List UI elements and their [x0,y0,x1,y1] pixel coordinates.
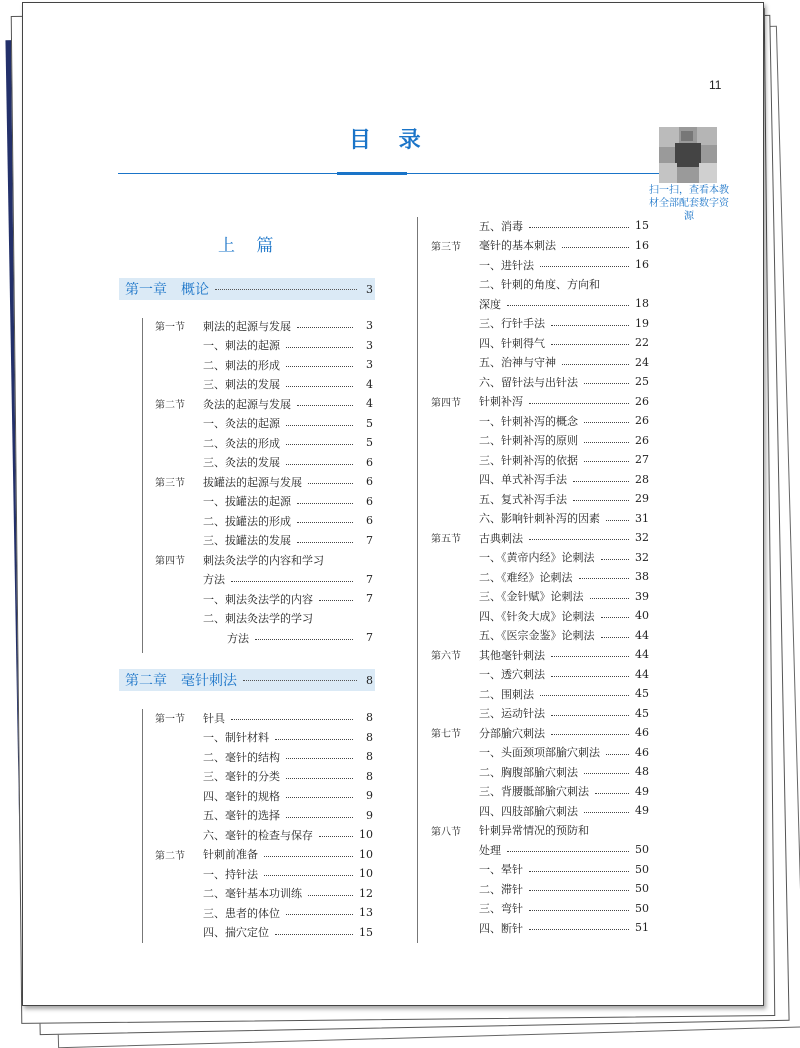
leader-dots [297,522,353,523]
entry-page: 40 [635,609,649,622]
section-number: 第一节 [155,714,185,725]
part-title: 上 篇 [218,236,282,256]
entry-page: 10 [359,867,373,880]
leader-dots [286,797,353,798]
toc-entry[interactable] [431,411,649,430]
toc-entry[interactable] [155,845,373,864]
toc-entry[interactable] [431,918,649,937]
entry-title: 一、《黄帝内经》论刺法 [479,551,595,564]
toc-entry[interactable] [155,747,373,766]
toc-entry[interactable] [431,528,649,547]
toc-entry[interactable] [431,704,649,723]
entry-page: 5 [366,416,373,430]
toc-entry[interactable] [155,316,373,335]
entry-page: 8 [366,711,373,724]
entry-title: 三、毫针的分类 [203,770,280,783]
leader-dots [286,758,353,759]
entry-title: 方法 [227,631,249,645]
entry-title: 一、持针法 [203,867,258,881]
toc-entry[interactable] [431,372,649,391]
section-number: 第五节 [431,534,461,545]
toc-entry[interactable] [155,550,373,569]
entry-title: 二、毫针的结构 [203,750,280,764]
toc-entry[interactable] [431,509,649,528]
toc-entry[interactable] [431,392,649,411]
entry-title: 一、灸法的起源 [203,417,280,430]
entry-page: 7 [366,592,373,605]
leader-dots [286,444,353,445]
entry-page: 8 [366,750,373,763]
leader-dots [562,247,629,248]
leader-dots [286,817,353,818]
toc-entry[interactable] [431,801,649,820]
toc-entry[interactable] [431,782,649,801]
entry-title: 五、复式补泻手法 [479,492,567,506]
entry-title: 二、刺法灸法学的学习 [203,612,313,625]
entry-page: 27 [635,453,649,466]
entry-title: 三、刺法的发展 [203,378,280,391]
leader-dots [573,481,629,482]
entry-title: 一、拔罐法的起源 [203,495,291,508]
entry-page: 50 [635,882,649,895]
toc-entry[interactable] [431,567,649,586]
toc-entry[interactable] [155,570,373,589]
entry-title: 刺法的起源与发展 [203,319,291,333]
toc-entry[interactable] [431,470,649,489]
entry-title: 三、弯针 [479,902,523,915]
toc-entry[interactable] [155,511,373,530]
leader-dots [264,856,353,857]
entry-page: 10 [359,847,373,861]
entry-title: 六、毫针的检查与保存 [203,828,313,842]
leader-dots [584,383,629,384]
toc-page [22,2,764,1006]
toc-entry[interactable] [431,860,649,879]
leader-dots [215,289,357,290]
toc-entry[interactable] [155,355,373,374]
entry-title: 针刺异常情况的预防和 [479,824,589,837]
entry-page: 13 [359,906,373,919]
entry-title: 灸法的起源与发展 [203,397,291,411]
leader-dots [584,422,629,423]
entry-page: 4 [366,397,373,410]
entry-title: 四、断针 [479,921,523,935]
entry-page: 29 [635,492,649,505]
toc-entry[interactable] [431,840,649,859]
section-number: 第一节 [155,322,185,333]
entry-title: 三、灸法的发展 [203,456,280,469]
entry-page: 15 [359,925,373,939]
leader-dots [243,680,357,681]
qr-caption: 扫一扫，查看本教材全部配套数字资源 [649,185,729,222]
toc-entry[interactable] [155,728,373,747]
leader-dots [286,347,353,348]
leader-dots [529,227,629,228]
leader-dots [540,266,629,267]
toc-entry[interactable] [155,394,373,413]
toc-entry[interactable] [431,665,649,684]
entry-page: 5 [366,436,373,449]
entry-page: 6 [366,475,373,488]
entry-title: 二、拔罐法的形成 [203,514,291,528]
chapter-page: 8 [366,673,373,687]
entry-title: 三、背腰骶部腧穴刺法 [479,785,589,798]
section-number: 第二节 [155,850,185,862]
entry-title: 二、针刺补泻的原则 [479,434,578,447]
toc-entry[interactable] [155,414,373,433]
entry-page: 26 [635,414,649,427]
entry-title: 一、刺法灸法学的内容 [203,592,313,606]
entry-title: 四、毫针的规格 [203,789,280,803]
section-number: 第三节 [431,241,461,253]
leader-dots [275,934,353,935]
entry-title: 二、胸腹部腧穴刺法 [479,765,578,779]
toc-entry[interactable] [431,353,649,372]
entry-title: 三、患者的体位 [203,906,280,920]
toc-entry[interactable] [431,899,649,918]
entry-title: 一、透穴刺法 [479,668,545,681]
leader-dots [579,578,630,579]
entry-page: 7 [366,631,373,644]
entry-title: 拔罐法的起源与发展 [203,475,302,489]
toc-entry[interactable] [431,587,649,606]
toc-entry[interactable] [155,825,373,844]
toc-entry[interactable] [155,492,373,511]
entry-page: 44 [635,648,649,661]
leader-dots [308,483,353,484]
toc-entry[interactable] [155,589,373,608]
leader-dots [551,715,629,716]
leader-dots [255,639,353,640]
toc-entry[interactable] [155,375,373,394]
toc-entry[interactable] [431,275,649,294]
toc-entry[interactable] [155,433,373,452]
entry-title: 三、《金针赋》论刺法 [479,590,584,603]
toc-entry[interactable] [431,431,649,450]
entry-page: 3 [366,319,373,332]
section-bracket-line [142,318,143,653]
leader-dots [601,617,630,618]
toc-entry[interactable] [155,903,373,922]
entry-title: 一、头面颈项部腧穴刺法 [479,746,600,759]
leader-dots [601,559,630,560]
entry-page: 49 [635,784,649,798]
toc-entry[interactable] [431,626,649,645]
toc-entry[interactable] [431,489,649,508]
entry-title: 三、拔罐法的发展 [203,534,291,547]
title-rule-accent [337,172,407,175]
toc-entry[interactable] [155,609,373,628]
leader-dots [297,327,353,328]
entry-page: 51 [635,921,649,934]
entry-page: 22 [635,336,649,349]
page-number: 11 [709,78,722,92]
leader-dots [551,325,629,326]
entry-title: 刺法灸法学的内容和学习 [203,553,324,567]
leader-dots [540,695,629,696]
entry-title: 一、制针材料 [203,731,269,744]
leader-dots [584,461,629,462]
section-number: 第六节 [431,651,461,662]
toc-entry[interactable] [431,314,649,333]
toc-entry[interactable] [431,723,649,742]
entry-title: 五、治神与守神 [479,356,556,369]
entry-page: 16 [635,258,649,271]
entry-title: 方法 [203,573,225,586]
toc-entry[interactable] [431,294,649,313]
toc-entry[interactable] [431,684,649,703]
entry-title: 二、《难经》论刺法 [479,570,573,584]
leader-dots [606,520,629,521]
entry-title: 六、影响针刺补泻的因素 [479,512,600,525]
entry-title: 二、刺法的形成 [203,358,280,372]
leader-dots [584,812,629,813]
entry-page: 16 [635,238,649,252]
leader-dots [286,778,353,779]
entry-page: 50 [635,901,649,915]
section-number: 第四节 [155,556,185,567]
leader-dots [507,851,629,852]
qr-code-image[interactable] [659,127,717,183]
toc-entry[interactable] [155,786,373,805]
chapter-page: 3 [366,282,373,296]
entry-title: 二、毫针基本功训练 [203,887,302,900]
leader-dots [297,503,353,504]
leader-dots [231,581,353,582]
chapter-label: 第二章 毫针刺法 [125,673,237,689]
entry-title: 古典刺法 [479,531,523,545]
chapter-heading[interactable] [119,669,375,691]
leader-dots [286,464,353,465]
entry-page: 4 [366,377,373,391]
entry-title: 四、揣穴定位 [203,926,269,939]
entry-page: 39 [635,589,649,603]
toc-entry[interactable] [431,606,649,625]
entry-page: 7 [366,533,373,547]
entry-page: 32 [635,531,649,544]
leader-dots [601,637,630,638]
leader-dots [297,542,353,543]
entry-page: 50 [635,843,649,856]
toc-entry[interactable] [155,472,373,491]
entry-page: 44 [635,628,649,642]
entry-title: 六、留针法与出针法 [479,375,578,389]
entry-title: 四、单式补泻手法 [479,473,567,486]
toc-entry[interactable] [155,708,373,727]
entry-page: 7 [366,572,373,586]
toc-entry[interactable] [431,255,649,274]
toc-entry[interactable] [155,864,373,883]
leader-dots [529,910,629,911]
leader-dots [529,539,629,540]
leader-dots [275,739,353,740]
entry-page: 6 [366,514,373,527]
toc-entry[interactable] [431,743,649,762]
leader-dots [529,890,629,891]
leader-dots [551,656,629,657]
toc-entry[interactable] [431,762,649,781]
leader-dots [264,875,353,876]
section-number: 第二节 [155,400,185,411]
entry-page: 6 [366,455,373,469]
entry-title: 针具 [203,711,225,725]
section-number: 第四节 [431,397,461,409]
section-number: 第八节 [431,826,461,838]
leader-dots [529,929,629,930]
entry-title: 一、晕针 [479,863,523,876]
leader-dots [297,405,353,406]
entry-page: 28 [635,472,649,486]
leader-dots [286,914,353,915]
toc-entry[interactable] [431,333,649,352]
entry-page: 50 [635,862,649,876]
toc-entry[interactable] [431,879,649,898]
column-divider [417,217,418,943]
leader-dots [584,773,629,774]
toc-entry[interactable] [155,531,373,550]
leader-dots [286,386,353,387]
entry-page: 8 [366,769,373,783]
entry-page: 46 [635,726,649,739]
entry-title: 三、针刺补泻的依据 [479,453,578,467]
entry-page: 15 [635,219,649,232]
entry-page: 9 [366,808,373,822]
leader-dots [231,719,353,720]
toc-entry[interactable] [431,450,649,469]
leader-dots [590,598,630,599]
section-bracket-line [142,709,143,943]
entry-page: 6 [366,494,373,508]
leader-dots [529,403,629,404]
toc-entry[interactable] [155,628,373,647]
entry-page: 25 [635,375,649,388]
entry-title: 三、运动针法 [479,707,545,720]
leader-dots [562,364,629,365]
entry-title: 针刺补泻 [479,395,523,408]
toc-entry[interactable] [431,548,649,567]
entry-page: 44 [635,667,649,681]
leader-dots [286,425,353,426]
section-number: 第三节 [155,478,185,489]
entry-title: 深度 [479,297,501,311]
leader-dots [551,344,629,345]
entry-page: 12 [359,886,373,900]
entry-page: 19 [635,316,649,330]
chapter-label: 第一章 概论 [125,282,209,298]
entry-title: 二、灸法的形成 [203,436,280,450]
entry-page: 3 [366,338,373,352]
entry-page: 32 [635,550,649,564]
toc-entry[interactable] [155,336,373,355]
entry-page: 26 [635,433,649,447]
entry-page: 48 [635,765,649,778]
entry-title: 一、刺法的起源 [203,339,280,352]
entry-page: 49 [635,804,649,817]
toc-entry[interactable] [431,216,649,235]
leader-dots [286,366,353,367]
toc-entry[interactable] [155,923,373,942]
leader-dots [551,676,629,677]
leader-dots [308,895,353,896]
entry-title: 五、消毒 [479,219,523,233]
entry-page: 8 [366,730,373,744]
entry-page: 31 [635,511,649,525]
toc-entry[interactable] [155,806,373,825]
entry-page: 46 [635,745,649,759]
leader-dots [595,793,629,794]
page-title: 目 录 [349,127,431,153]
entry-page: 9 [366,789,373,802]
entry-title: 分部腧穴刺法 [479,726,545,740]
entry-title: 三、行针手法 [479,317,545,330]
entry-title: 一、进针法 [479,258,534,272]
entry-title: 五、毫针的选择 [203,809,280,822]
entry-page: 10 [359,828,373,841]
entry-title: 毫针的基本刺法 [479,239,556,252]
entry-page: 24 [635,355,649,369]
toc-entry[interactable] [155,767,373,786]
entry-title: 二、针刺的角度、方向和 [479,278,600,291]
entry-title: 其他毫针刺法 [479,648,545,662]
entry-page: 26 [635,394,649,408]
leader-dots [319,836,353,837]
leader-dots [573,500,629,501]
entry-title: 四、针刺得气 [479,336,545,350]
entry-title: 一、针刺补泻的概念 [479,414,578,428]
toc-entry[interactable] [431,236,649,255]
entry-title: 二、滞针 [479,882,523,896]
leader-dots [319,600,353,601]
section-number: 第七节 [431,729,461,740]
entry-title: 针刺前准备 [203,848,258,861]
entry-page: 3 [366,358,373,371]
entry-title: 四、四肢部腧穴刺法 [479,804,578,818]
chapter-heading[interactable] [119,278,375,300]
entry-page: 45 [635,706,649,720]
entry-page: 18 [635,297,649,310]
toc-entry[interactable] [155,884,373,903]
entry-page: 45 [635,687,649,700]
toc-entry[interactable] [431,645,649,664]
leader-dots [584,442,629,443]
entry-title: 二、围刺法 [479,687,534,701]
leader-dots [529,871,629,872]
entry-title: 四、《针灸大成》论刺法 [479,609,595,623]
entry-page: 38 [635,570,649,583]
toc-entry[interactable] [431,821,649,840]
leader-dots [507,305,629,306]
leader-dots [551,734,629,735]
entry-title: 处理 [479,843,501,857]
entry-title: 五、《医宗金鉴》论刺法 [479,629,595,642]
toc-entry[interactable] [155,453,373,472]
leader-dots [606,754,629,755]
